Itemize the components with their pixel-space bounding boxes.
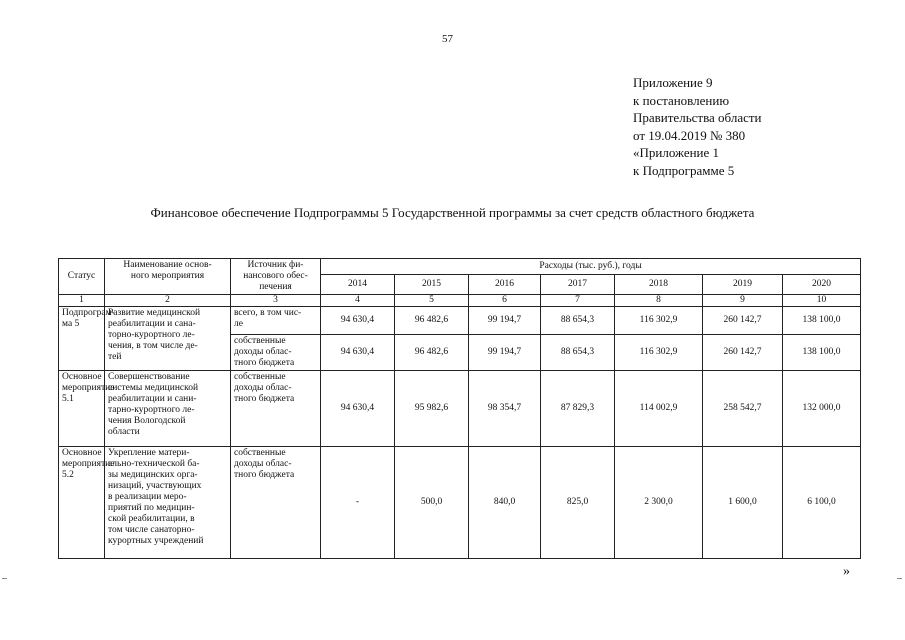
source-cell: собственные доходы облас- тного бюджета xyxy=(231,335,321,371)
activity-name-cell: Развитие медицинской реабилитации и сана- торно-курортного ле- чения, в том числе де- тей xyxy=(105,307,231,371)
value-cell: 6 100,0 xyxy=(783,447,861,559)
value-cell: 132 000,0 xyxy=(783,371,861,447)
table-row xyxy=(59,447,861,559)
source-cell: собственные доходы облас- тного бюджета xyxy=(231,447,321,559)
value-cell: 96 482,6 xyxy=(395,335,469,371)
value-cell: 99 194,7 xyxy=(469,307,541,335)
column-number: 6 xyxy=(469,295,541,307)
appendix-line: Приложение 9 xyxy=(633,75,713,90)
value-cell: 116 302,9 xyxy=(615,307,703,335)
value-cell: 138 100,0 xyxy=(783,335,861,371)
column-number: 4 xyxy=(321,295,395,307)
status-cell: Основное мероприятие 5.1 xyxy=(59,371,105,447)
activity-name-cell: Укрепление матери- ально-технической ба- зы медицинских орга- низаций, участвующих в реализации меро- приятий по медицин- ской реабилитации, в том числе санаторно- курортных учреждений xyxy=(105,447,231,559)
page-number: 57 xyxy=(442,33,453,45)
header-year: 2018 xyxy=(615,275,703,295)
value-cell: 2 300,0 xyxy=(615,447,703,559)
status-cell: Подпрограм- ма 5 xyxy=(59,307,105,371)
scan-edge-mark-right xyxy=(897,578,902,579)
value-cell: 95 982,6 xyxy=(395,371,469,447)
value-cell: 114 002,9 xyxy=(615,371,703,447)
value-cell: 88 654,3 xyxy=(541,307,615,335)
table-row xyxy=(59,307,861,335)
header-year: 2019 xyxy=(703,275,783,295)
column-number-row xyxy=(59,295,861,307)
column-number: 3 xyxy=(231,295,321,307)
value-cell: 260 142,7 xyxy=(703,335,783,371)
scan-edge-mark-left xyxy=(2,578,7,579)
activity-name-cell: Совершенствование системы медицинской реабилитации и сани- тарно-курортного ле- чения Вологодской области xyxy=(105,371,231,447)
header-source: Источник фи- нансового обес- печения xyxy=(231,259,321,295)
value-cell: 87 829,3 xyxy=(541,371,615,447)
appendix-line: к постановлению xyxy=(633,92,730,108)
header-year: 2015 xyxy=(395,275,469,295)
value-cell: 116 302,9 xyxy=(615,335,703,371)
value-cell: 260 142,7 xyxy=(703,307,783,335)
appendix-line: Правительства области xyxy=(633,110,762,125)
header-status: Статус xyxy=(59,259,105,295)
column-number: 2 xyxy=(105,295,231,307)
header-name: Наименование основ- ного мероприятия xyxy=(105,259,231,295)
appendix-line: к Подпрограмме 5 xyxy=(633,162,735,178)
column-number: 8 xyxy=(615,295,703,307)
value-cell: 500,0 xyxy=(395,447,469,559)
value-cell: 94 630,4 xyxy=(321,335,395,371)
column-number: 9 xyxy=(703,295,783,307)
header-expenses: Расходы (тыс. руб.), годы xyxy=(321,259,861,275)
source-cell: собственные доходы облас- тного бюджета xyxy=(231,371,321,447)
source-cell: всего, в том чис- ле xyxy=(231,307,321,335)
value-cell: 98 354,7 xyxy=(469,371,541,447)
appendix-line: «Приложение 1 xyxy=(633,145,720,160)
value-cell: - xyxy=(321,447,395,559)
column-number: 7 xyxy=(541,295,615,307)
appendix-line: от 19.04.2019 № 380 xyxy=(633,127,746,143)
value-cell: 94 630,4 xyxy=(321,307,395,335)
value-cell: 138 100,0 xyxy=(783,307,861,335)
value-cell: 840,0 xyxy=(469,447,541,559)
column-number: 10 xyxy=(783,295,861,307)
header-year: 2014 xyxy=(321,275,395,295)
financing-table xyxy=(58,258,861,559)
value-cell: 99 194,7 xyxy=(469,335,541,371)
value-cell: 94 630,4 xyxy=(321,371,395,447)
table-row xyxy=(59,371,861,447)
value-cell: 88 654,3 xyxy=(541,335,615,371)
header-year: 2017 xyxy=(541,275,615,295)
header-year: 2020 xyxy=(783,275,861,295)
header-year: 2016 xyxy=(469,275,541,295)
closing-quote-mark: » xyxy=(843,564,850,579)
column-number: 1 xyxy=(59,295,105,307)
value-cell: 96 482,6 xyxy=(395,307,469,335)
column-number: 5 xyxy=(395,295,469,307)
value-cell: 258 542,7 xyxy=(703,371,783,447)
value-cell: 1 600,0 xyxy=(703,447,783,559)
document-title: Финансовое обеспечение Подпрограммы 5 Государственной программы за счет средств областного бюджета xyxy=(150,205,755,220)
status-cell: Основное мероприятие 5.2 xyxy=(59,447,105,559)
appendix-block xyxy=(633,74,762,179)
value-cell: 825,0 xyxy=(541,447,615,559)
